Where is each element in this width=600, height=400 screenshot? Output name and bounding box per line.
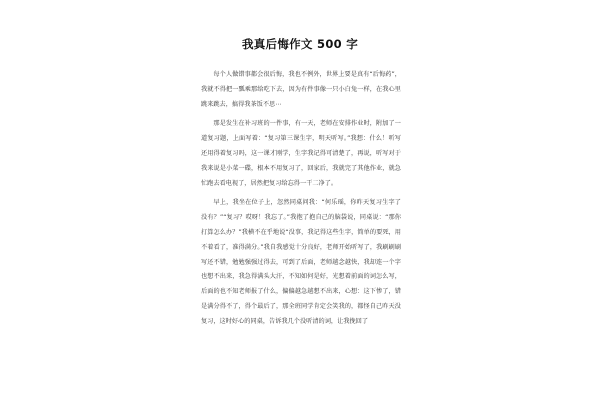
paragraph-2: 那是发生在补习班的一件事，有一天，老师在安排作业时，附加了一道复习题，上面写着：“复习第三课生字，明天听写。”我想：什么！听写还用得着复习吗，这一课才刚学，生字我记得可清楚了，再说，听写对于我来说是小菜一碟，根本不用复习了，回家后，我就完了其他作业，就急忙跑去看电视了，居然把复习给忘得一干二净了。 (201, 120, 401, 187)
paragraph-1: 每个人做错事都会很后悔，我也不例外，世界上要是真有“后悔药”，我就不得把一瓢乘那给吃下去，因为有件事像一只小白兔一样，在我心里跳来跳去，搞得我茶饭不思⋯ (201, 71, 401, 108)
page-title: 我真后悔作文 500 字 (241, 37, 359, 51)
paragraph-3: 早上，我坐在位子上，忽然同桌问我：“何乐瑶，你昨天复习生字了没有？”“复习？哎呀！我忘了。”我抱了抱自己的脑袋说，同桌说：“那你打算怎么办？”我横不在乎地说“没事，我记得这些生字，简单的要死，用不着看了，准得满分。”我自我感觉十分良好，老师开始听写了，我刷刷刷写还不错，勉勉强强过得去，可到了后面，老师越念越快，我却连一个字也想不出来，我急得满头大汗，不知如何是好，光想着前面的词怎么写，后面的也不知老师报了什么，偏偏越急越想不出来，心想：这下惨了，错是满分得不了，得个最后了，那全班同学肯定会笑我的，都怪自己昨天没复习，这时好心的同桌，告诉我几个没听清的词，让我挽回了 (201, 199, 401, 325)
essay-body (201, 68, 401, 335)
